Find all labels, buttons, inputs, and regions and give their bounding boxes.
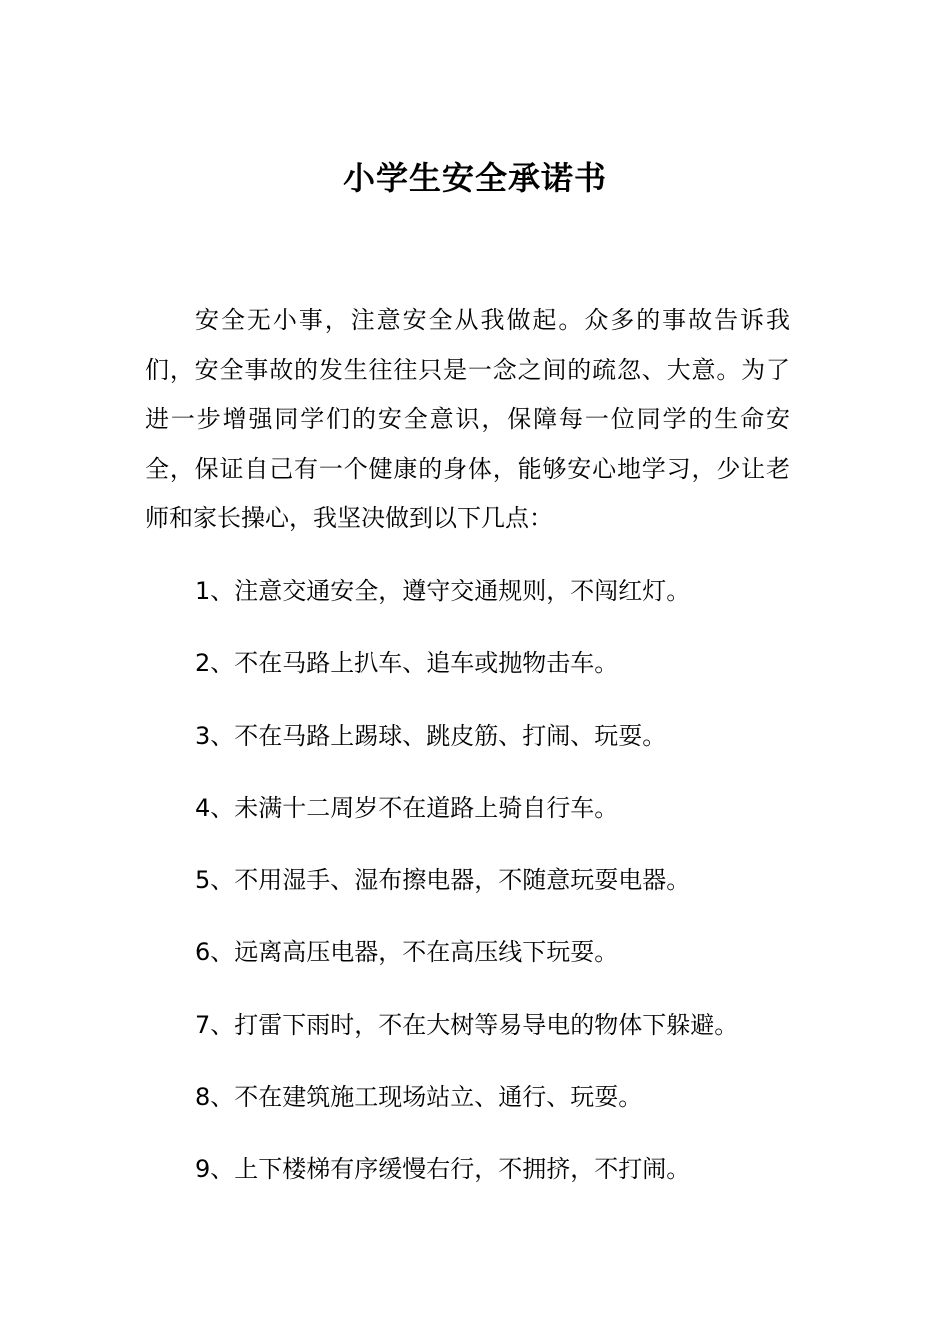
document-title: 小学生安全承诺书 <box>342 159 607 197</box>
pledge-item-4: 4、未满十二周岁不在道路上骑自行车。 <box>195 793 619 822</box>
pledge-item-9: 9、上下楼梯有序缓慢右行，不拥挤，不打闹。 <box>195 1155 691 1184</box>
pledge-item-8: 8、不在建筑施工现场站立、通行、玩耍。 <box>195 1083 643 1112</box>
pledge-item-1: 1、注意交通安全，遵守交通规则，不闯红灯。 <box>195 577 691 605</box>
pledge-item-7: 7、打雷下雨时，不在大树等易导电的物体下躲避。 <box>195 1010 739 1039</box>
pledge-item-5: 5、不用湿手、湿布擦电器，不随意玩耍电器。 <box>195 866 691 895</box>
pledge-item-3: 3、不在马路上踢球、跳皮筋、打闹、玩耍。 <box>195 721 667 750</box>
pledge-item-2: 2、不在马路上扒车、追车或抛物击车。 <box>195 649 619 678</box>
pledge-list <box>195 566 835 1217</box>
pledge-item-6: 6、远离高压电器，不在高压线下玩耍。 <box>195 938 619 967</box>
intro-paragraph: 安全无小事，注意安全从我做起。众多的事故告诉我们，安全事故的发生往往只是一念之间的疏忽、大意。为了进一步增强同学们的安全意识，保障每一位同学的生命安全，保证自己有一个健康的身体，能够安心地学习，少让老师和家长操心，我坚决做到以下几点： <box>145 306 790 532</box>
